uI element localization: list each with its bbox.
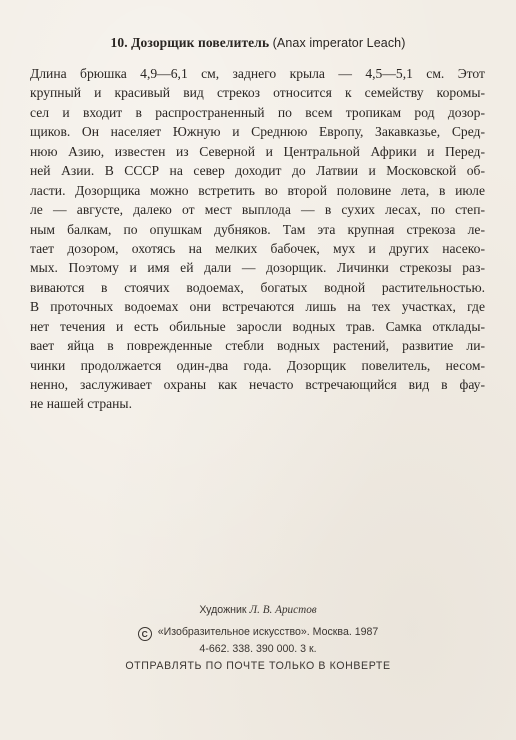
species-heading [0,35,516,51]
mail-notice: ОТПРАВЛЯТЬ ПО ПОЧТЕ ТОЛЬКО В КОНВЕРТЕ [125,660,391,672]
description-line: ненно, заслуживает охраны как нечасто встречающийся вид в фау- [30,377,485,392]
description-line: не нашей страны. [30,396,132,412]
description-line: ней Азии. В СССР на север доходит до Латвии и Московской об- [30,163,485,179]
description-line: В проточных водоемах они встречаются лишь на тех участках, где [30,299,485,315]
copyright-icon: С [138,627,152,641]
description-line: чинки продолжается один-два года. Дозорщик повелитель, несом- [30,357,485,373]
description-line: ным балкам, по опушкам дубняков. Там эта крупная стрекоза ле- [30,221,485,237]
description-line: нюю Азию, известен из Северной и Центральной Африки и Перед- [30,143,485,159]
artist-credit [0,604,516,616]
description-line: нет течения и есть обильные заросли водных трав. Самка отклады- [30,318,485,334]
description-line: ласти. Дозорщика можно встретить во второй половине лета, в июле [30,182,485,198]
artist-name: Л. В. Аристов [249,604,317,616]
species-title: 10. Дозорщик повелитель [110,35,270,50]
description-line: сел и входит в распространенный по всем тропикам род дозор- [30,104,485,120]
description-line: тает дозором, охотясь на мелких бабочек, мух и других насеко- [30,240,485,256]
publisher-line [0,626,516,641]
description-line: Длина брюшка 4,9—6,1 см, заднего крыла — 4,5—5,1 см. Этот [30,66,485,81]
print-code: 4-662. 338. 390 000. 3 к. [199,643,317,655]
description-line: крупный и красивый вид стрекоз относится к семейству коромы- [30,85,485,101]
publisher-name: «Изобразительное искусство». Москва. 1987 [157,626,379,638]
description-line: мых. Поэтому и имя ей дали — дозорщик. Личинки стрекозы раз- [30,260,485,276]
description-line: вает яйца в поврежденные стебли водных растений, развитие ли- [30,338,485,354]
species-description [30,64,485,414]
description-line: виваются в стоячих водоемах, богатых водной растительностью. [30,279,485,295]
description-line: ле — августе, далеко от мест выплода — в сухих лесах, по степ- [30,202,485,218]
artist-label: Художник [199,604,247,616]
description-line: щиков. Он населяет Южную и Среднюю Европу, Закавказье, Сред- [30,124,485,140]
species-latin-name: (Anax imperator Leach) [272,36,406,50]
